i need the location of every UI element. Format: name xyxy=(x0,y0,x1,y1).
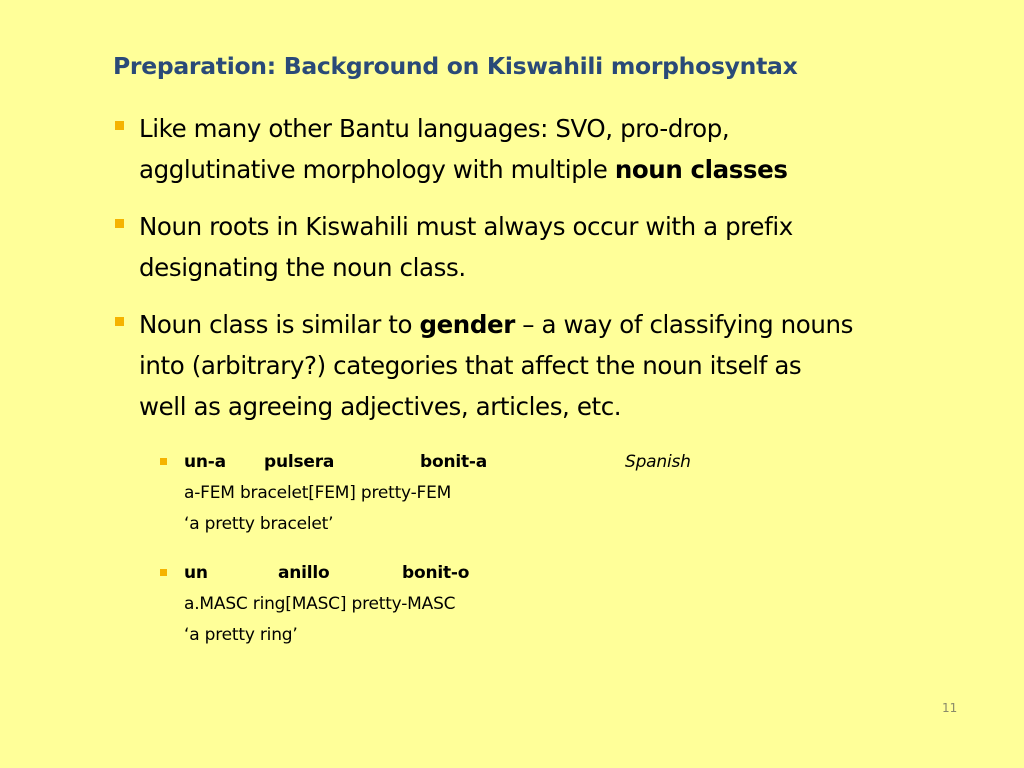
example-spanish-masculine xyxy=(160,558,760,651)
example-gloss: a.MASC ring[MASC] pretty-MASC xyxy=(184,594,456,614)
bullet-text-part: agglutinative morphology with multiple xyxy=(139,155,615,184)
bullet-text: into (arbitrary?) categories that affect the noun itself as xyxy=(139,351,802,380)
slide-number: 11 xyxy=(942,701,958,715)
example-word: un xyxy=(184,563,208,583)
example-translation: ‘a pretty ring’ xyxy=(184,625,298,645)
bullet-square-icon xyxy=(115,121,124,130)
example-words xyxy=(160,447,760,478)
bullet-text xyxy=(139,304,973,345)
bullet-list xyxy=(113,108,973,443)
slide-title: Preparation: Background on Kiswahili morphosyntax xyxy=(113,52,798,80)
bullet-item xyxy=(113,304,973,427)
bullet-square-icon xyxy=(115,317,124,326)
example-spanish-feminine xyxy=(160,447,760,540)
example-word: pulsera xyxy=(264,452,335,472)
bullet-text: well as agreeing adjectives, articles, etc. xyxy=(139,392,622,421)
language-label: Spanish xyxy=(625,452,691,472)
example-translation: ‘a pretty bracelet’ xyxy=(184,514,334,534)
example-word: un-a xyxy=(184,452,226,472)
bullet-text-part: Noun class is similar to xyxy=(139,310,420,339)
bullet-text-part: – a way of classifying nouns xyxy=(514,310,853,339)
bullet-item xyxy=(113,108,973,190)
example-word: bonit-o xyxy=(402,563,470,583)
bold-term: noun classes xyxy=(614,155,788,184)
bullet-item xyxy=(113,206,973,288)
bullet-text xyxy=(139,149,973,190)
bullet-square-icon xyxy=(115,219,124,228)
example-gloss: a-FEM bracelet[FEM] pretty-FEM xyxy=(184,483,452,503)
bullet-text: designating the noun class. xyxy=(139,253,466,282)
example-words xyxy=(160,558,760,589)
bold-term: gender xyxy=(419,310,515,339)
example-word: anillo xyxy=(278,563,330,583)
bullet-text: Noun roots in Kiswahili must always occur with a prefix xyxy=(139,212,793,241)
bullet-text: Like many other Bantu languages: SVO, pro-drop, xyxy=(139,114,730,143)
example-word: bonit-a xyxy=(420,452,488,472)
